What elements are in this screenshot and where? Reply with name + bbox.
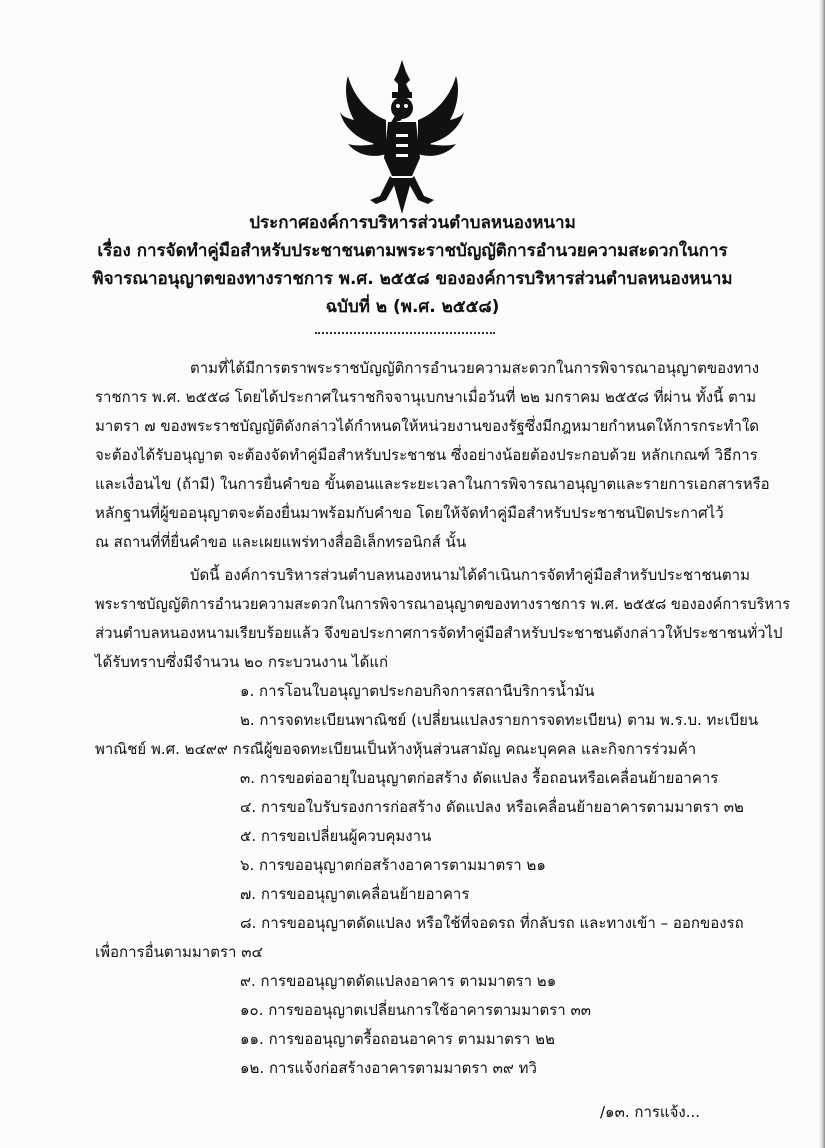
list-item: ๖. การขออนุญาตก่อสร้างอาคารตามมาตรา ๒๑ — [240, 856, 546, 874]
list-item: ๙. การขออนุญาตดัดแปลงอาคาร ตามมาตรา ๒๑ — [240, 972, 557, 990]
paragraph-1-line: มาตรา ๗ ของพระราชบัญญัติดังกล่าวได้กำหนดให้หน่วยงานของรัฐซึ่งมีกฎหมายกำหนดให้การกระทำใด — [95, 417, 760, 435]
paragraph-1-line: ราชการ พ.ศ. ๒๕๕๘ โดยได้ประกาศในราชกิจจานุเบกษาเมื่อวันที่ ๒๒ มกราคม ๒๕๕๘ ที่ผ่าน ทั้งนี้ ตาม — [95, 388, 757, 406]
list-item: ๒. การจดทะเบียนพาณิชย์ (เปลี่ยนแปลงรายการจดทะเบียน) ตาม พ.ร.บ. ทะเบียน — [240, 711, 759, 729]
subject-line-2: พิจารณาอนุญาตของทางราชการ พ.ศ. ๒๕๕๘ ขององค์การบริหารส่วนตำบลหนองหนาม — [92, 269, 733, 289]
subject-line-1: เรื่อง การจัดทำคู่มือสำหรับประชาชนตามพระราชบัญญัติการอำนวยความสะดวกในการ — [97, 241, 728, 261]
list-item: ๑๒. การแจ้งก่อสร้างอาคารตามมาตรา ๓๙ ทวิ — [240, 1059, 537, 1077]
list-item: ๓. การขอต่ออายุใบอนุญาตก่อสร้าง ดัดแปลง รื้อถอนหรือเคลื่อนย้ายอาคาร — [240, 769, 719, 787]
list-item: ๕. การขอเปลี่ยนผู้ควบคุมงาน — [240, 827, 432, 845]
paragraph-2-line: พระราชบัญญัติการอำนวยความสะดวกในการพิจารณาอนุญาตของทางราชการ พ.ศ. ๒๕๕๘ ขององค์การบริหาร — [95, 595, 791, 613]
paragraph-1-line: ณ สถานที่ที่ยื่นคำขอ และเผยแพร่ทางสื่ออิเล็กทรอนิกส์ นั้น — [95, 533, 467, 551]
paragraph-1-line: หลักฐานที่ผู้ขออนุญาตจะต้องยื่นมาพร้อมกับคำขอ โดยให้จัดทำคู่มือสำหรับประชาชนปิดประกาศไว้ — [95, 504, 724, 522]
page-edge-shadow — [819, 0, 825, 1148]
garuda-emblem-icon — [340, 58, 464, 216]
list-item: ๗. การขออนุญาตเคลื่อนย้ายอาคาร — [240, 885, 470, 903]
announcement-title: ประกาศองค์การบริหารส่วนตำบลหนองหนาม — [249, 213, 576, 233]
list-item: ๑๐. การขออนุญาตเปลี่ยนการใช้อาคารตามมาตรา ๓๓ — [240, 1001, 591, 1019]
list-item: ๔. การขอใบรับรองการก่อสร้าง ดัดแปลง หรือเคลื่อนย้ายอาคารตามมาตรา ๓๒ — [240, 798, 744, 816]
list-item: ๘. การขออนุญาตดัดแปลง หรือใช้ที่จอดรถ ที่กลับรถ และทางเข้า – ออกของรถ — [240, 914, 744, 932]
paragraph-2-line: ส่วนตำบลหนองหนามเรียบร้อยแล้ว จึงขอประกาศการจัดทำคู่มือสำหรับประชาชนดังกล่าวให้ประชาชนทั่วไป — [95, 624, 783, 642]
paragraph-1-line: ตามที่ได้มีการตราพระราชบัญญัติการอำนวยความสะดวกในการพิจารณาอนุญาตของทาง — [190, 359, 760, 377]
list-item: ๑. การโอนใบอนุญาตประกอบกิจการสถานีบริการน้ำมัน — [240, 682, 595, 700]
paragraph-1-line: และเงื่อนไข (ถ้ามี) ในการยื่นคำขอ ขั้นตอนและระยะเวลาในการพิจารณาอนุญาตและรายการเอกสารหรือ — [95, 475, 770, 493]
list-item-continuation: เพื่อการอื่นตามมาตรา ๓๔ — [95, 943, 263, 961]
list-item: ๑๑. การขออนุญาตรื้อถอนอาคาร ตามมาตรา ๒๒ — [240, 1030, 555, 1048]
paragraph-2-line: ได้รับทราบซึ่งมีจำนวน ๒๐ กระบวนงาน ได้แก่ — [95, 653, 389, 671]
dotted-divider — [315, 332, 495, 334]
continuation-note: /๑๓. การแจ้ง... — [600, 1103, 701, 1121]
edition-line: ฉบับที่ ๒ (พ.ศ. ๒๕๕๘) — [325, 297, 500, 317]
list-item-continuation: พาณิชย์ พ.ศ. ๒๔๙๙ กรณีผู้ขอจดทะเบียนเป็นห้างหุ้นส่วนสามัญ คณะบุคคล และกิจการร่วมค้า — [95, 740, 697, 758]
paragraph-1-line: จะต้องได้รับอนุญาต จะต้องจัดทำคู่มือสำหรับประชาชน ซึ่งอย่างน้อยต้องประกอบด้วย หลักเกณฑ์ วิธีการ — [95, 446, 758, 464]
paragraph-2-line: บัดนี้ องค์การบริหารส่วนตำบลหนองหนามได้ดำเนินการจัดทำคู่มือสำหรับประชาชนตาม — [190, 566, 750, 584]
